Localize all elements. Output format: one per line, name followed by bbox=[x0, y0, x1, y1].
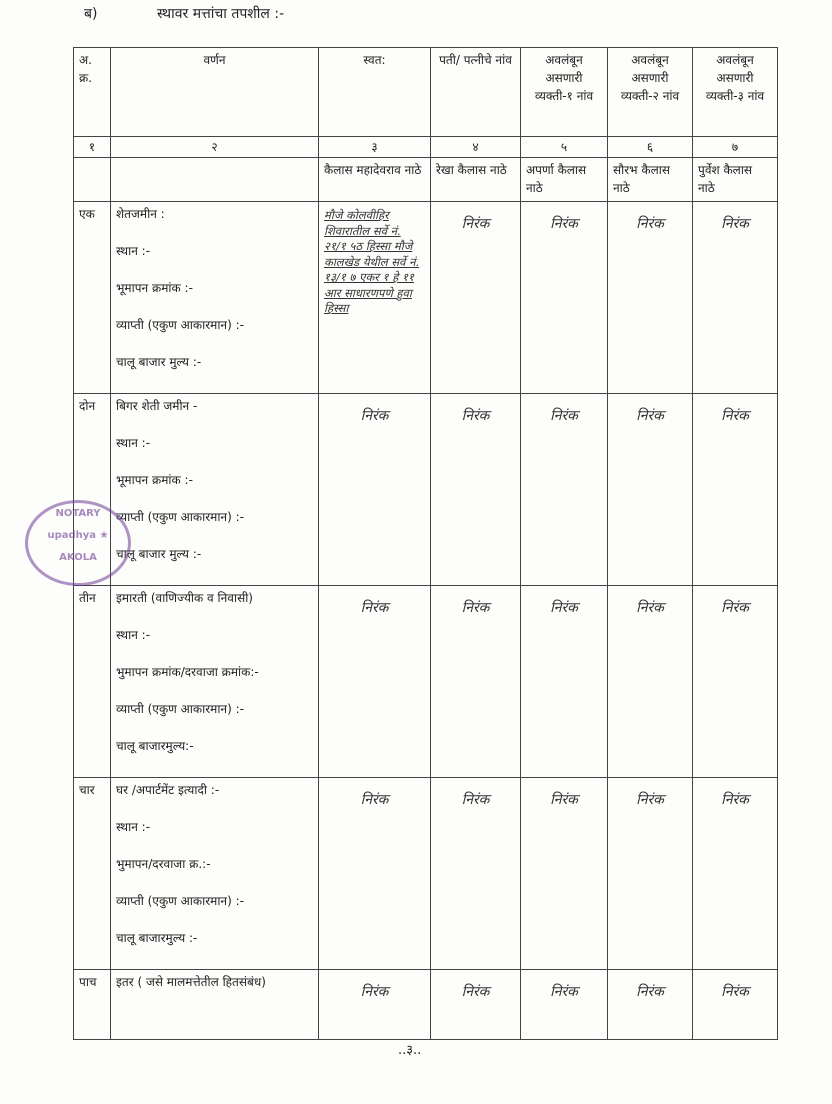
page-number: ..३.. bbox=[398, 1043, 422, 1058]
member-value: निरंक bbox=[608, 586, 693, 778]
description-line: स्थान :- bbox=[116, 820, 151, 834]
description-line: चालू बाजार मुल्य :- bbox=[116, 355, 202, 369]
notary-stamp: NOTARY upadhya ★ AKOLA bbox=[25, 500, 131, 586]
description-line: भुमापन क्रमांक/दरवाजा क्रमांक:- bbox=[116, 665, 259, 679]
description-line: स्थान :- bbox=[116, 244, 151, 258]
col-number: ३ bbox=[319, 137, 431, 158]
description-line: व्याप्ती (एकुण आकारमान) :- bbox=[116, 702, 244, 716]
member-value: निरंक bbox=[608, 778, 693, 970]
description-line: घर /अपार्टमेंट इत्यादी :- bbox=[116, 783, 220, 797]
member-value: निरंक bbox=[521, 394, 608, 586]
member-value: निरंक bbox=[693, 778, 778, 970]
description-line: भुमापन/दरवाजा क्र.:- bbox=[116, 857, 211, 871]
row-description bbox=[111, 394, 319, 586]
names-row bbox=[74, 158, 778, 202]
row-description bbox=[111, 202, 319, 394]
property-table bbox=[73, 47, 778, 1040]
header-dependent-2: अवलंबून असणारी व्यक्ती-२ नांव bbox=[608, 48, 693, 137]
row-number: तीन bbox=[74, 586, 111, 778]
asset-row bbox=[74, 202, 778, 394]
description-line: स्थान :- bbox=[116, 436, 151, 450]
member-value: निरंक bbox=[608, 202, 693, 394]
member-value: निरंक bbox=[521, 778, 608, 970]
description-line: भूमापन क्रमांक :- bbox=[116, 473, 193, 487]
header-spouse: पती/ पत्नीचे नांव bbox=[431, 48, 521, 137]
member-value: निरंक bbox=[521, 202, 608, 394]
description-line: शेतजमीन : bbox=[116, 207, 165, 221]
description-line: चालू बाजारमुल्य :- bbox=[116, 931, 198, 945]
row-number: एक bbox=[74, 202, 111, 394]
row-description bbox=[111, 586, 319, 778]
header-dependent-3: अवलंबून असणारी व्यक्ती-३ नांव bbox=[693, 48, 778, 137]
row-number: दोन bbox=[74, 394, 111, 586]
col-number: १ bbox=[74, 137, 111, 158]
col-number: २ bbox=[111, 137, 319, 158]
member-value: निरंक bbox=[431, 394, 521, 586]
dependent-2-name: सौरभ कैलास नाठे bbox=[608, 158, 693, 202]
member-value: निरंक bbox=[693, 394, 778, 586]
description-line: व्याप्ती (एकुण आकारमान) :- bbox=[116, 510, 244, 524]
description-line: व्याप्ती (एकुण आकारमान) :- bbox=[116, 894, 244, 908]
description-line: चालू बाजारमुल्य:- bbox=[116, 739, 194, 753]
header-serial: अ. क्र. bbox=[74, 48, 111, 137]
header-dependent-1: अवलंबून असणारी व्यक्ती-१ नांव bbox=[521, 48, 608, 137]
member-value: निरंक bbox=[608, 970, 693, 1040]
row-description bbox=[111, 778, 319, 970]
row-number: पाच bbox=[74, 970, 111, 1040]
member-value: निरंक bbox=[431, 778, 521, 970]
description-line: इतर ( जसे मालमत्तेतील हितसंबंध) bbox=[116, 975, 266, 989]
member-value: निरंक bbox=[431, 586, 521, 778]
dependent-1-name: अपर्णा कैलास नाठे bbox=[521, 158, 608, 202]
owner-value: मौजे कोलवीहिर शिवारातील सर्वे नं. २१/१ ५ठ हिस्सा मौजे कालखेड येथील सर्वे नं. १३/१ ७ एकर १ हे ११ आर साधारणपणे हुवा हिस्सा bbox=[319, 202, 431, 394]
description-line: इमारती (वाणिज्यीक व निवासी) bbox=[116, 591, 253, 605]
asset-row bbox=[74, 394, 778, 586]
section-marker: ब) bbox=[84, 6, 98, 22]
asset-row bbox=[74, 778, 778, 970]
header-row bbox=[74, 48, 778, 137]
owner-value: निरंक bbox=[319, 778, 431, 970]
description-line: स्थान :- bbox=[116, 628, 151, 642]
dependent-3-name: पुर्वेश कैलास नाठे bbox=[693, 158, 778, 202]
col-number: ४ bbox=[431, 137, 521, 158]
member-value: निरंक bbox=[521, 586, 608, 778]
asset-row bbox=[74, 586, 778, 778]
row-number: चार bbox=[74, 778, 111, 970]
description-line: व्याप्ती (एकुण आकारमान) :- bbox=[116, 318, 244, 332]
owner-name: कैलास महादेवराव नाठे bbox=[319, 158, 431, 202]
description-line: बिगर शेती जमीन - bbox=[116, 399, 198, 413]
col-number: ५ bbox=[521, 137, 608, 158]
section-title: स्थावर मत्तांचा तपशील :- bbox=[157, 6, 285, 22]
asset-row bbox=[74, 970, 778, 1040]
col-number: ६ bbox=[608, 137, 693, 158]
header-self: स्वत: bbox=[319, 48, 431, 137]
header-description: वर्णन bbox=[111, 48, 319, 137]
member-value: निरंक bbox=[693, 586, 778, 778]
member-value: निरंक bbox=[521, 970, 608, 1040]
member-value: निरंक bbox=[693, 970, 778, 1040]
member-value: निरंक bbox=[431, 202, 521, 394]
member-value: निरंक bbox=[608, 394, 693, 586]
column-number-row bbox=[74, 137, 778, 158]
description-line: भूमापन क्रमांक :- bbox=[116, 281, 193, 295]
owner-value: निरंक bbox=[319, 586, 431, 778]
member-value: निरंक bbox=[431, 970, 521, 1040]
member-value: निरंक bbox=[693, 202, 778, 394]
spouse-name: रेखा कैलास नाठे bbox=[431, 158, 521, 202]
description-line: चालू बाजार मुल्य :- bbox=[116, 547, 202, 561]
row-description bbox=[111, 970, 319, 1040]
col-number: ७ bbox=[693, 137, 778, 158]
owner-value: निरंक bbox=[319, 970, 431, 1040]
owner-value: निरंक bbox=[319, 394, 431, 586]
